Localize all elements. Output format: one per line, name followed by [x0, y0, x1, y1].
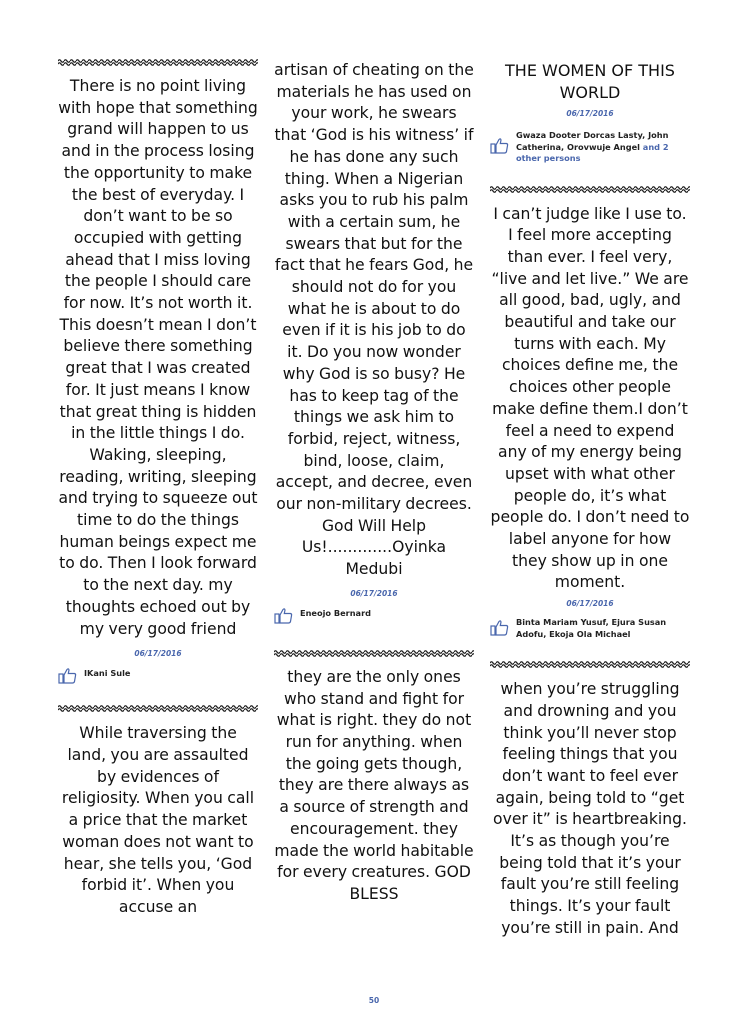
- post-date: 06/17/2016: [566, 109, 614, 118]
- post-text: While traversing the land, you are assaulted by evidences of religiosity. When you call a price that the market woman does not want to hear, she tells you, ‘God forbid it’. When you accuse an: [61, 724, 255, 916]
- wavy-divider: [58, 704, 258, 712]
- likes-more-link[interactable]: and 2 other persons: [516, 141, 669, 163]
- post-text: I can’t judge like I use to. I feel more accepting than ever. I feel very, “live and let live.” We are all good, bad, ugly, and beautiful and take our turns with each. My choices define me, the choices other people make define them.I don’t feel a need to expend any of my energy being upset with what other people do, it’s what people do. I don’t need to label anyone for how they show up in one moment.: [490, 204, 690, 592]
- post-text: when you’re struggling and drowning and you think you’ll never stop feeling things that you don’t want to feel ever again, being told to “get over it” is heartbreaking. It’s as though you’re being told that it’s your fault you’re still feeling things. It’s your fault you’re still in pain. And: [493, 680, 687, 937]
- post-likes: [274, 607, 474, 624]
- post-date: 06/17/2016: [350, 588, 398, 598]
- wavy-divider: [58, 58, 258, 66]
- wavy-divider: [490, 660, 690, 668]
- thumbs-up-icon[interactable]: [490, 137, 509, 154]
- thumbs-up-icon[interactable]: [58, 667, 77, 684]
- post-date: 06/17/2016: [566, 599, 614, 609]
- post-title: THE WOMEN OF THIS WORLD: [505, 61, 675, 102]
- column-2: [274, 60, 474, 906]
- wavy-divider: [274, 649, 474, 657]
- likes-names-list[interactable]: Gwaza Dooter Dorcas Lasty, John Catherina, Orovwuje Angel: [516, 130, 669, 152]
- thumbs-up-icon[interactable]: [274, 607, 293, 624]
- likes-names[interactable]: [516, 129, 690, 165]
- page-number: 50: [368, 996, 380, 1005]
- likes-names[interactable]: Eneojo Bernard: [300, 607, 371, 618]
- likes-names[interactable]: Binta Mariam Yusuf, Ejura Susan Adofu, Ekoja Ola Michael: [516, 617, 667, 639]
- thumbs-up-icon[interactable]: [490, 619, 509, 636]
- post-likes: [490, 129, 690, 165]
- post-date: 06/17/2016: [134, 649, 182, 659]
- column-1: [58, 58, 258, 919]
- likes-names[interactable]: IKani Sule: [84, 668, 131, 679]
- post-likes: [490, 616, 690, 640]
- post-text: artisan of cheating on the materials he has used on your work, he swears that ‘God is his witness’ if he has done any such thing. When a Nigerian asks you to rub his palm with a certain sum, he swears that but for the fact that he fears God, he should not do for you what he is about to do even if it is his job to do it. Do you now wonder why God is so busy? He has to keep tag of the things we ask him to forbid, reject, witness, bind, loose, claim, accept, and decree, even our non-military decrees. God Will Help Us!.............Oyinka Medubi: [274, 61, 474, 579]
- post-text: they are the only ones who stand and fight for what is right. they do not run for anything. when the going gets though, they are there always as a source of strength and encouragement. they made the world habitable for every creatures. GOD BLESS: [274, 667, 474, 903]
- post-likes: [58, 667, 258, 684]
- column-3: [490, 60, 690, 940]
- wavy-divider: [490, 185, 690, 193]
- post-text: There is no point living with hope that something grand will happen to us and in the process losing the opportunity to make the best of everyday. I don’t want to be so occupied with getting ahead that I miss loving the people I should care for now. It’s not worth it. This doesn’t mean I don’t believe there something great that I was created for. It just means I know that great thing is hidden in the little things I do. Waking, sleeping, reading, writing, sleeping and trying to squeeze out time to do the things human beings expect me to do. Then I look forward to the next day. my thoughts echoed out by my very good friend: [58, 77, 258, 638]
